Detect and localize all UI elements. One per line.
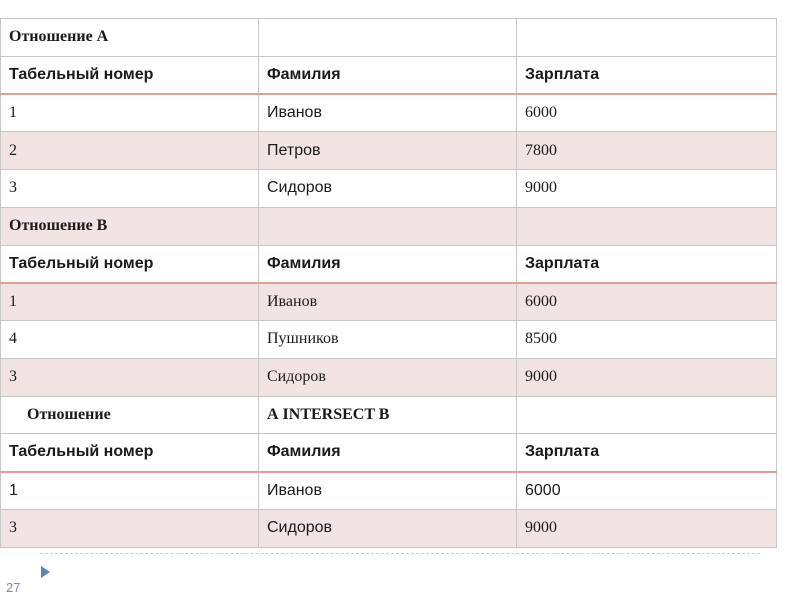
cell-surname: Сидоров: [259, 509, 517, 547]
relation-b-title-cell-2: [259, 207, 517, 245]
header-salary: Зарплата: [517, 245, 777, 283]
cell-salary: 6000: [517, 94, 777, 132]
cell-surname: Сидоров: [259, 170, 517, 208]
cell-salary: 9000: [517, 358, 777, 396]
cell-salary: 8500: [517, 321, 777, 359]
header-tab-number: Табельный номер: [1, 245, 259, 283]
cell-salary: 9000: [517, 170, 777, 208]
relation-b-title-cell-3: [517, 207, 777, 245]
cell-surname: Иванов: [259, 94, 517, 132]
header-tab-number: Табельный номер: [1, 434, 259, 472]
relation-a-title-cell-2: [259, 19, 517, 57]
table-row: [1, 283, 777, 321]
footer-divider: [40, 553, 760, 554]
header-surname: Фамилия: [259, 56, 517, 94]
cell-tab-number: 1: [1, 283, 259, 321]
relation-a-header-row: [1, 56, 777, 94]
cell-surname: Иванов: [259, 472, 517, 510]
intersect-title-row: [1, 396, 777, 434]
cell-tab-number: 2: [1, 132, 259, 170]
header-salary: Зарплата: [517, 434, 777, 472]
play-triangle-icon: [41, 566, 50, 578]
cell-tab-number: 3: [1, 170, 259, 208]
cell-surname: Иванов: [259, 283, 517, 321]
intersect-header-row: [1, 434, 777, 472]
cell-tab-number: 4: [1, 321, 259, 359]
cell-tab-number: 3: [1, 358, 259, 396]
relation-a-title-cell-3: [517, 19, 777, 57]
relation-a-title: Отношение А: [1, 19, 259, 57]
intersect-operation: А INTERSECT В: [259, 396, 517, 434]
table-row: [1, 321, 777, 359]
table-row: [1, 509, 777, 547]
cell-salary: 7800: [517, 132, 777, 170]
relation-b-title-row: [1, 207, 777, 245]
relations-table: [0, 18, 777, 548]
table-row: [1, 132, 777, 170]
header-surname: Фамилия: [259, 434, 517, 472]
cell-surname: Пушников: [259, 321, 517, 359]
table-row: [1, 358, 777, 396]
cell-tab-number: 3: [1, 509, 259, 547]
intersect-title: Отношение: [1, 396, 259, 434]
table-row: [1, 94, 777, 132]
relation-b-title: Отношение В: [1, 207, 259, 245]
header-tab-number: Табельный номер: [1, 56, 259, 94]
cell-tab-number: 1: [1, 94, 259, 132]
intersect-title-cell-3: [517, 396, 777, 434]
page-number: 27: [6, 580, 21, 595]
cell-surname: Сидоров: [259, 358, 517, 396]
cell-salary: 6000: [517, 472, 777, 510]
cell-tab-number: 1: [1, 472, 259, 510]
cell-salary: 9000: [517, 509, 777, 547]
cell-surname: Петров: [259, 132, 517, 170]
table-row: [1, 472, 777, 510]
table-row: [1, 170, 777, 208]
cell-salary: 6000: [517, 283, 777, 321]
relation-b-header-row: [1, 245, 777, 283]
header-surname: Фамилия: [259, 245, 517, 283]
relation-a-title-row: [1, 19, 777, 57]
header-salary: Зарплата: [517, 56, 777, 94]
